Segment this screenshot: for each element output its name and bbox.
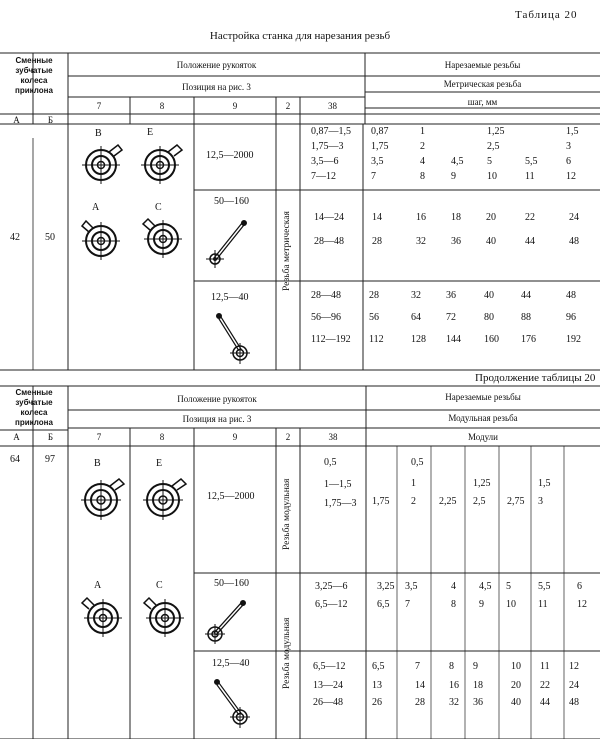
t2-g2-col-2: 3,5 7 [405,581,418,610]
col-b-header-2: Б [47,432,54,442]
col-38-header-2: 38 [328,432,338,442]
threads-header-2: Нарезаемые резьбы [445,392,521,402]
t1-g2-col-1: 14 28 [372,212,382,247]
t2-g3-col-5: 10 20 40 [511,661,521,708]
handle-label-c: С [155,202,162,213]
col-7-header-2: 7 [96,432,102,442]
handle-label-e: Е [147,127,154,138]
knob-pointer-b2-icon [78,474,128,524]
t2-g3-col-1: 6,5 13 26 [372,661,385,708]
t1-g2-col-38: 14—24 28—48 [314,212,344,247]
t2-g1-col-4: 1,25 2,5 [473,478,491,507]
t1-g3-col-4: 40 80 160 [484,290,499,345]
t2-g1-col-2: 0,5 1 2 [411,457,424,507]
t1-g1-col-2: 1 2 4 8 [420,126,425,182]
t1-g2-col-2: 16 32 [416,212,426,247]
knob-pointer-a2-icon [78,594,128,644]
table-number: Таблица 20 [515,9,578,21]
col-a-header: А [13,115,20,125]
gear-b-value: 50 [45,232,55,243]
t2-g1-col-5: 2,75 [507,496,525,507]
t2-g2-col-1: 3,25 6,5 [377,581,395,610]
speed-range-1: 12,5—2000 [206,150,254,161]
knob-pointer-c-icon [140,214,186,260]
t1-g3-col-2: 32 64 128 [411,290,426,345]
knob-pointer-e2-icon [140,474,190,524]
t2-g3-col-3: 8 16 32 [449,661,459,708]
gear-b-value-2: 97 [45,454,55,465]
col-38-header: 38 [328,101,337,111]
t1-g2-col-3: 18 36 [451,212,461,247]
knob-pointer-e-icon [140,140,186,186]
handles-header: Положение рукояток [176,60,257,70]
t2-g3-col-7: 12 24 48 [569,661,579,708]
handle-label-b: В [95,128,102,139]
speed-range-1-2: 12,5—2000 [207,491,255,502]
t2-g2-col-4: 4,5 9 [479,581,492,610]
col-7-header: 7 [96,101,102,111]
speed-range-2-2: 50—160 [214,578,249,589]
handle-label-b-2: В [94,458,101,469]
position-header-2: Позиция на рис. 3 [182,414,252,424]
t1-g3-col-1: 28 56 112 [369,290,384,345]
t2-g3-col-6: 11 22 44 [540,661,550,708]
t1-g1-col-38: 0,87—1,5 1,75—3 3,5—6 7—12 [311,126,351,182]
t1-g3-col-6: 48 96 192 [566,290,581,345]
knob-pointer-a-icon [80,216,126,262]
handle-label-c-2: С [156,580,163,591]
t1-g3-col-5: 44 88 176 [521,290,536,345]
t1-g2-col-6: 24 48 [569,212,579,247]
vertical-label-modular-2: Резьба модульная [282,617,292,689]
gears-header-2: Сменные зубчатые колеса приклона [15,388,53,427]
t1-g1-col-4: 1,25 2,5 5 10 [487,126,505,182]
col-8-header: 8 [159,101,165,111]
lever-down-icon [210,310,260,368]
t1-g3-col-38: 28—48 56—96 112—192 [311,290,351,345]
col-9-header-2: 9 [232,432,238,442]
knob-pointer-b-icon [80,142,126,188]
t1-g1-col-1: 0,87 1,75 3,5 7 [371,126,389,182]
metric-header: Метрическая резьба [443,79,522,89]
t2-g2-col-7: 6 12 [577,581,587,610]
col-9-header: 9 [232,101,238,111]
pitch-header: шаг, мм [467,97,498,107]
t2-g3-col-4: 9 18 36 [473,661,483,708]
gears-header: Сменные зубчатые колеса приклона [15,56,53,95]
col-8-header-2: 8 [159,432,165,442]
t2-g2-col-5: 5 10 [506,581,516,610]
gear-a-value: 42 [10,232,20,243]
t2-g2-col-6: 5,5 11 [538,581,551,610]
speed-range-3: 12,5—40 [211,292,249,303]
speed-range-2: 50—160 [214,196,249,207]
col-2-header: 2 [285,101,291,111]
modules-header: Модули [467,432,498,442]
t2-g3-col-38: 6,5—12 13—24 26—48 [313,661,346,708]
t2-g1-col-6: 1,5 3 [538,478,551,507]
vertical-label-modular-1: Резьба модульная [282,478,292,550]
gear-a-value-2: 64 [10,454,20,465]
t1-g2-col-4: 20 40 [486,212,496,247]
handle-label-a: А [92,202,100,213]
t2-g1-col-3: 2,25 [439,496,457,507]
position-header: Позиция на рис. 3 [182,82,251,92]
continuation-title: Продолжение таблицы 20 [475,372,596,384]
lever-down-2-icon [210,676,260,734]
col-2-header-2: 2 [285,432,291,442]
t1-g3-col-3: 36 72 144 [446,290,461,345]
handle-label-a-2: А [94,580,102,591]
t1-g2-col-5: 22 44 [525,212,535,247]
handle-label-e-2: Е [156,458,163,469]
t1-g1-col-6: 1,5 3 6 12 [566,126,579,182]
t1-g1-col-5: 5,5 11 [525,156,538,182]
knob-pointer-c2-icon [140,594,190,644]
col-a-header-2: А [13,432,20,442]
t2-g2-col-38: 3,25—6 6,5—12 [315,581,348,610]
modular-header: Модульная резьба [448,413,518,423]
t2-g1-col-1: 1,75 [372,496,390,507]
t1-g1-col-3: 4,5 9 [451,156,464,182]
vertical-label-metric: Резьба метрическая [282,211,292,291]
handles-header-2: Положение рукояток [177,394,257,404]
threads-header: Нарезаемые резьбы [444,60,521,70]
lever-up-2-icon [204,596,254,646]
speed-range-3-2: 12,5—40 [212,658,250,669]
t2-g2-col-3: 4 8 [451,581,456,610]
lever-up-icon [205,214,255,270]
t2-g1-col-38: 0,5 1—1,5 1,75—3 [324,457,357,509]
table-title: Настройка станка для нарезания резьб [209,30,391,42]
t2-g3-col-2: 7 14 28 [415,661,425,708]
col-b-header: Б [47,115,54,125]
